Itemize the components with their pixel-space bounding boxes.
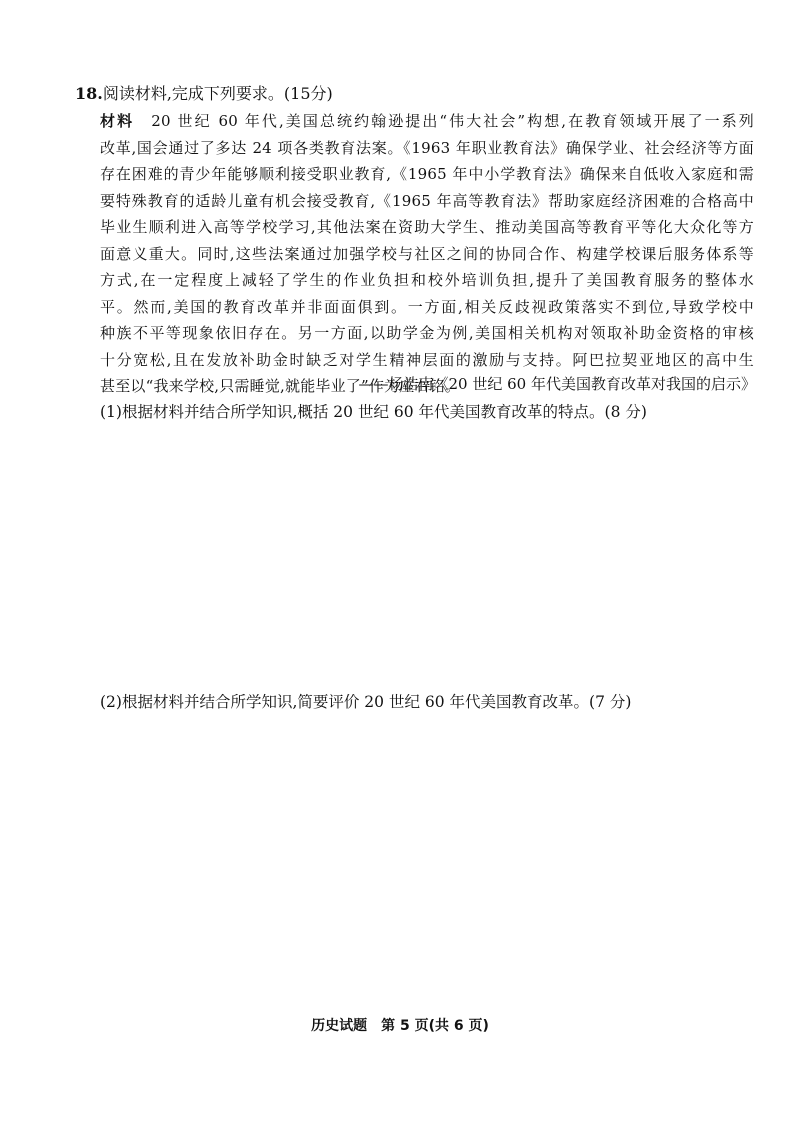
answer-area-1 [100, 428, 754, 678]
material-line: 方式,在一定程度上减轻了学生的作业负担和校外培训负担,提升了美国教育服务的整体水 [100, 271, 754, 289]
answer-area-2 [100, 718, 754, 1008]
material-line: 材料 20 世纪 60 年代,美国总统约翰逊提出“伟大社会”构想,在教育领域开展了一系列 [100, 112, 754, 130]
sub-question-2: (2)根据材料并结合所学知识,简要评价 20 世纪 60 年代美国教育改革。(7 分) [100, 693, 632, 711]
material-source: ——杨浩南《20 世纪 60 年代美国教育改革对我国的启示》 [358, 375, 756, 393]
material-line: 甚至以“我来学校,只需睡觉,就能毕业了”作为座右铭。 [100, 377, 461, 395]
material-passage [100, 108, 754, 400]
material-line: 毕业生顺利进入高等学校学习,其他法案在资助大学生、推动美国高等教育平等化大众化等方 [100, 218, 754, 236]
material-line: 存在困难的青少年能够顺利接受职业教育,《1965 年中小学教育法》确保来自低收入家庭和需 [100, 165, 754, 183]
material-line: 平。然而,美国的教育改革并非面面俱到。一方面,相关反歧视政策落实不到位,导致学校中 [100, 297, 754, 316]
material-line: 要特殊教育的适龄儿童有机会接受教育,《1965 年高等教育法》帮助家庭经济困难的合格高中 [100, 191, 754, 210]
sub-question-1: (1)根据材料并结合所学知识,概括 20 世纪 60 年代美国教育改革的特点。(8 分) [100, 403, 647, 421]
question-prompt: 阅读材料,完成下列要求。(15分) [102, 84, 333, 103]
question-header [75, 82, 333, 106]
page-footer: 历史试题 第 5 页(共 6 页) [311, 1018, 489, 1034]
material-line: 面意义重大。同时,这些法案通过加强学校与社区之间的协同合作、构建学校课后服务体系等 [100, 244, 754, 263]
material-line: 十分宽松,且在发放补助金时缺乏对学生精神层面的激励与支持。阿巴拉契亚地区的高中生 [100, 350, 754, 369]
material-line: 种族不平等现象依旧存在。另一方面,以助学金为例,美国相关机构对领取补助金资格的审核 [100, 324, 754, 342]
material-line: 改革,国会通过了多达 24 项各类教育法案。《1963 年职业教育法》确保学业、社会经济等方面 [100, 138, 754, 157]
material-label: 材料 [100, 112, 135, 130]
question-number: 18. [75, 84, 103, 103]
